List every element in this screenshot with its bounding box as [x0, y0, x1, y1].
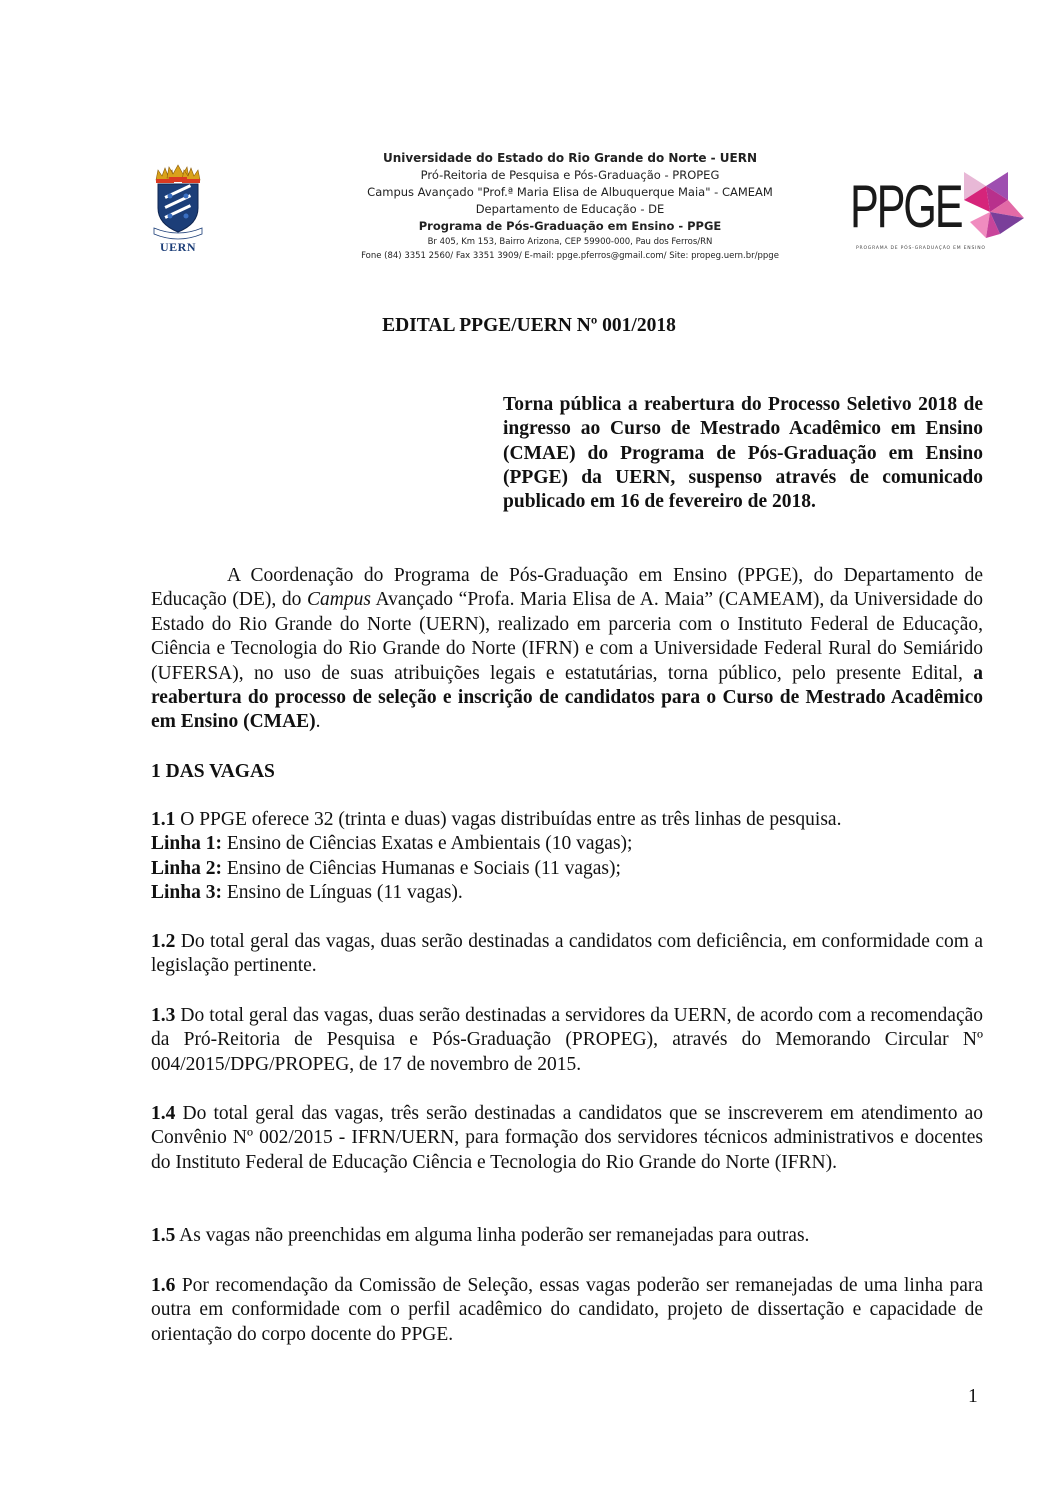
- institution-info: [340, 150, 800, 263]
- paragraph-text: Do total geral das vagas, três serão destinadas a candidatos que se inscreverem em atendimento ao Convênio Nº 002/2015 - IFRN/UERN, para formação dos servidores técnicos administrativos e docentes do Instituto Federal de Educação Ciência e Tecnologia do Rio Grande do Norte (IFRN).: [151, 1103, 983, 1173]
- ppge-logo-text: PPGE: [850, 173, 962, 240]
- address-line: Br 405, Km 153, Bairro Arizona, CEP 59900-000, Pau dos Ferros/RN: [427, 237, 713, 247]
- paragraph-text: As vagas não preenchidas em alguma linha poderão ser remanejadas para outras.: [175, 1225, 810, 1246]
- research-line-label: Linha 1:: [151, 833, 222, 855]
- paragraph-1-3: [151, 1004, 983, 1077]
- paragraph-1-1: [151, 808, 983, 906]
- paragraph-number: 1.2: [151, 931, 176, 952]
- paragraph-text: O PPGE oferece 32 (trinta e duas) vagas distribuídas entre as três linhas de pesquisa.: [175, 809, 842, 830]
- paragraph-number: 1.5: [151, 1225, 176, 1246]
- intro-paragraph: [151, 564, 983, 735]
- research-line-text: Ensino de Ciências Humanas e Sociais (11 vagas);: [221, 857, 621, 879]
- program-name: Programa de Pós-Graduação em Ensino - PPGE: [418, 219, 722, 233]
- research-line-label: Linha 2:: [151, 857, 222, 879]
- ppge-logo: [850, 172, 1030, 252]
- paragraph-text: Por recomendação da Comissão de Seleção, essas vagas poderão ser remanejadas de uma linha para outra em conformidade com o perfil acadêmico do candidato, projeto de dissertação e capacidade de orientação do corpo docente do PPGE.: [151, 1275, 983, 1345]
- ppge-triangles-icon: [960, 172, 1026, 242]
- intro-text-a: A Coordenação do Programa de Pós-Graduação em Ensino (PPGE), do Departamento de Educação (DE), do: [151, 565, 983, 611]
- paragraph-1-4: [151, 1102, 983, 1175]
- section-heading: 1 DAS VAGAS: [151, 761, 275, 782]
- research-line-text: Ensino de Ciências Exatas e Ambientais (10 vagas);: [221, 833, 633, 855]
- paragraph-1-2: [151, 930, 983, 979]
- paragraph-number: 1.3: [151, 1005, 176, 1026]
- intro-bold-text: a reabertura do processo de seleção e inscrição de candidatos para o Curso de Mestrado Acadêmico em Ensino (CMAE): [151, 662, 983, 733]
- institution-name: Universidade do Estado do Rio Grande do Norte - UERN: [382, 151, 758, 165]
- document-summary: Torna pública a reabertura do Processo Seletivo 2018 de ingresso ao Curso de Mestrado Acadêmico em Ensino (CMAE) do Programa de Pós-Graduação em Ensino (PPGE) da UERN, suspenso através de comunicado publicado em 16 de fevereiro de 2018.: [503, 394, 983, 513]
- uern-logo: [150, 162, 206, 258]
- paragraph-1-6: [151, 1274, 983, 1347]
- paragraph-1-5: [151, 1224, 983, 1248]
- intro-text-end: .: [315, 711, 321, 733]
- research-line-1: [151, 832, 983, 856]
- paragraph-1-1-line: [151, 808, 983, 832]
- paragraph-text: Do total geral das vagas, duas serão destinadas a candidatos com deficiência, em conformidade com a legislação pertinente.: [151, 931, 983, 977]
- campus-name: Campus Avançado "Prof.ª Maria Elisa de Albuquerque Maia" - CAMEAM: [367, 185, 773, 199]
- department-name: Departamento de Educação - DE: [475, 202, 665, 216]
- intro-text-b: Avançado “Profa. Maria Elisa de A. Maia” (CAMEAM), da Universidade do Estado do Rio Grande do Norte (UERN), realizado em parceria com o Instituto Federal de Educação, Ciência e Tecnologia do Rio Grande do Norte (IFRN) e com a Universidade Federal Rural do Semiárido (UFERSA), no uso de suas atribuições legais e estatutárias, torna público, pelo presente Edital,: [151, 589, 984, 684]
- contact-line: Fone (84) 3351 2560/ Fax 3351 3909/ E-mail: ppge.pferros@gmail.com/ Site: propeg.uern.br/ppge: [361, 251, 779, 261]
- research-line-label: Linha 3:: [151, 882, 222, 904]
- uern-logo-label: UERN: [159, 240, 196, 254]
- intro-campus-italic: Campus: [306, 589, 371, 611]
- pro-rectorate: Pró-Reitoria de Pesquisa e Pós-Graduação - PROPEG: [420, 168, 720, 182]
- document-title: EDITAL PPGE/UERN Nº 001/2018: [382, 315, 676, 336]
- research-line-2: [151, 857, 983, 881]
- page-number: 1: [968, 1386, 978, 1407]
- paragraph-number: 1.6: [151, 1275, 176, 1296]
- paragraph-number: 1.4: [151, 1103, 176, 1124]
- paragraph-text: Do total geral das vagas, duas serão destinadas a servidores da UERN, de acordo com a recomendação da Pró-Reitoria de Pesquisa e Pós-Graduação (PROPEG), através do Memorando Circular Nº 004/2015/DPG/PROPEG, de 17 de novembro de 2015.: [151, 1005, 983, 1075]
- letterhead: [150, 150, 1030, 260]
- ppge-logo-subtitle: PROGRAMA DE PÓS-GRADUAÇÃO EM ENSINO: [856, 246, 986, 251]
- paragraph-number: 1.1: [151, 809, 176, 830]
- research-line-3: [151, 881, 983, 905]
- research-line-text: Ensino de Línguas (11 vagas).: [221, 882, 463, 904]
